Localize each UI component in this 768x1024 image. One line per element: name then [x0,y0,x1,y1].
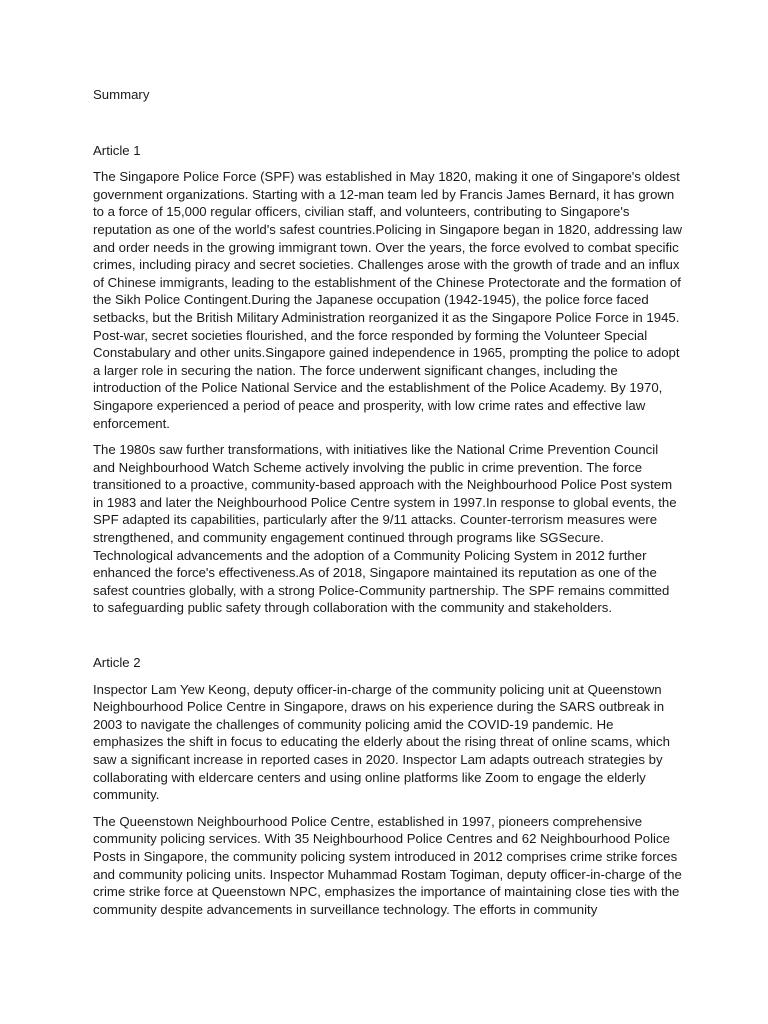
article-heading: Article 1 [93,142,141,158]
article-heading: Article 2 [93,655,141,671]
article-paragraph: The Singapore Police Force (SPF) was established in May 1820, making it one of Singapore's oldest government organizations. Starting with a 12-man team led by Francis James Bernard, it has grown to a force of 15,000 regular officers, civilian staff, and volunteers, contributing to Singapore's reputation as one of the world's safest countries.Policing in Singapore began in 1820, addressing law and order needs in the growing immigrant town. Over the years, the force evolved to combat specific crimes, including piracy and secret societies. Challenges arose with the growth of trade and an influx of Chinese immigrants, leading to the establishment of the Chinese Protectorate and the formation of the Sikh Police Contingent.During the Japanese occupation (1942-1945), the police force faced setbacks, but the British Military Administration reorganized it as the Singapore Police Force in 1945. Post-war, secret societies flourished, and the force responded by forming the Volunteer Special Constabulary and other units.Singapore gained independence in 1965, prompting the police to adopt a larger role in securing the nation. The force underwent significant changes, including the introduction of the Police National Service and the establishment of the Police Academy. By 1970, Singapore experienced a period of peace and prosperity, with low crime rates and effective law enforcement. [93,169,683,431]
article-paragraph: The 1980s saw further transformations, with initiatives like the National Crime Prevention Council and Neighbourhood Watch Scheme actively involving the public in crime prevention. The force transitioned to a proactive, community-based approach with the Neighbourhood Police Post system in 1983 and later the Neighbourhood Police Centre system in 1997.In response to global events, the SPF adapted its capabilities, particularly after the 9/11 attacks. Counter-terrorism measures were strengthened, and community engagement continued through programs like SGSecure. Technological advancements and the adoption of a Community Policing System in 2012 further enhanced the force's effectiveness.As of 2018, Singapore maintained its reputation as one of the safest countries globally, with a strong Police-Community partnership. The SPF remains committed to safeguarding public safety through collaboration with the community and stakeholders. [93,442,677,616]
article-1 [93,142,683,617]
document-body [93,86,683,955]
document-title: Summary [93,87,150,102]
article-paragraph: Inspector Lam Yew Keong, deputy officer-in-charge of the community policing unit at Queenstown Neighbourhood Police Centre in Singapore, draws on his experience during the SARS outbreak in 2003 to navigate the challenges of community policing amid the COVID-19 pandemic. He emphasizes the shift in focus to educating the elderly about the rising threat of online scams, which saw a significant increase in reported cases in 2020. Inspector Lam adapts outreach strategies by collaborating with eldercare centers and using online platforms like Zoom to engage the elderly community. [93,681,670,803]
article-2 [93,654,683,918]
article-paragraph: The Queenstown Neighbourhood Police Centre, established in 1997, pioneers comprehensive community policing services. With 35 Neighbourhood Police Centres and 62 Neighbourhood Police Posts in Singapore, the community policing system introduced in 2012 comprises crime strike forces and community policing units. Inspector Muhammad Rostam Togiman, deputy officer-in-charge of the crime strike force at Queenstown NPC, emphasizes the importance of maintaining close ties with the community despite advancements in surveillance technology. The efforts in community [93,813,682,917]
